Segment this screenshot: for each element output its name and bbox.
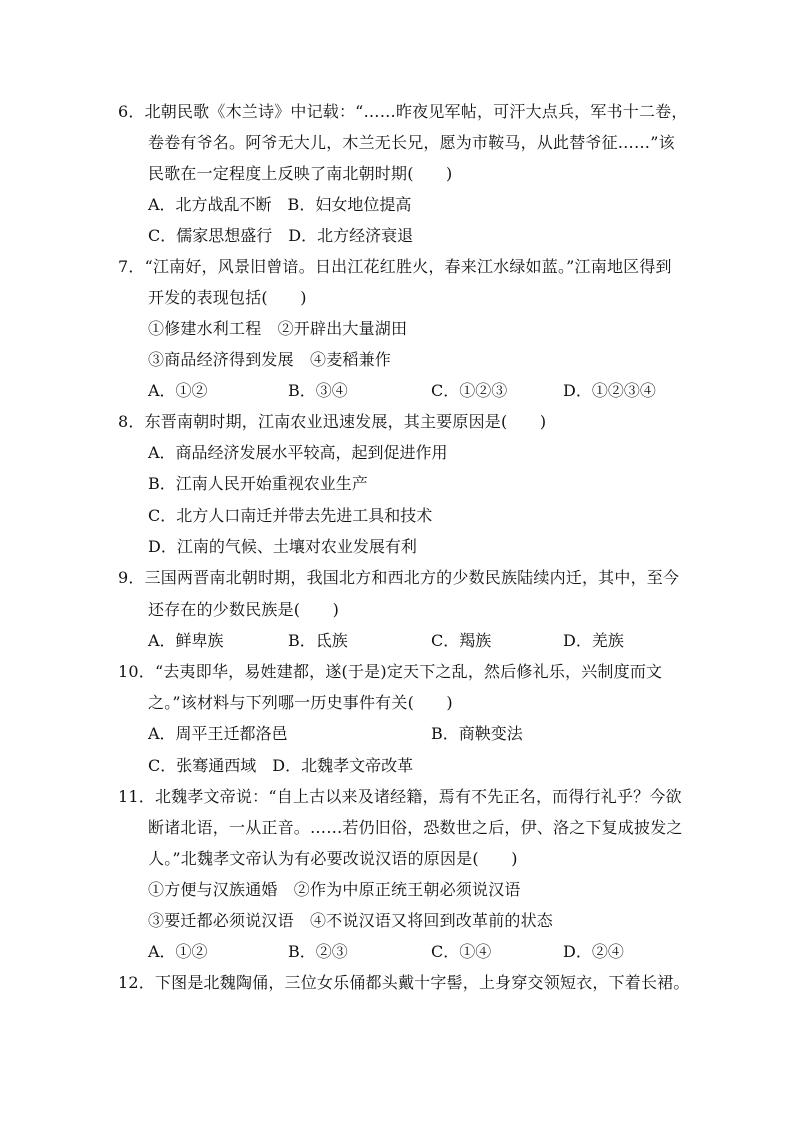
question-text-line: 卷卷有爷名。阿爷无大儿，木兰无长兄，愿为市鞍马，从此替爷征……”该 xyxy=(148,133,675,152)
option-c: C．羯族 xyxy=(431,631,492,650)
option-b: B．②③ xyxy=(288,942,348,961)
question-text-line: 8．东晋南朝时期，江南农业迅速发展，其主要原因是( ) xyxy=(118,412,547,431)
option-b: B．商鞅变法 xyxy=(431,724,523,743)
option-c: C．①②③ xyxy=(431,381,508,400)
statement-line: ③要迁都必须说汉语 ④不说汉语又将回到改革前的状态 xyxy=(148,911,554,930)
option-a: A．①② xyxy=(148,381,208,400)
question-text-line: 人。”北魏孝文帝认为有必要改说汉语的原因是( ) xyxy=(148,849,518,868)
question-text-line: 12．下图是北魏陶俑，三位女乐俑都头戴十字髻，上身穿交领短衣，下着长裙。 xyxy=(118,973,690,992)
question-text-line: 断诸北语，一从正音。……若仍旧俗，恐数世之后，伊、洛之下复成披发之 xyxy=(148,818,683,837)
question-text-line: 7．“江南好，风景旧曾谙。日出江花红胜火，春来江水绿如蓝。”江南地区得到 xyxy=(118,257,672,276)
option-d: D．江南的气候、土壤对农业发展有利 xyxy=(148,537,417,556)
option-a: A．商品经济发展水平较高，起到促进作用 xyxy=(148,443,448,462)
option-a: A．周平王迁都洛邑 xyxy=(148,724,288,743)
statement-line: ③商品经济得到发展 ④麦稻兼作 xyxy=(148,350,392,369)
option-row: C．张骞通西域 D．北魏孝文帝改革 xyxy=(148,756,414,775)
option-b: B．氐族 xyxy=(288,631,348,650)
option-d: D．①②③④ xyxy=(563,381,656,400)
question-text-line: 还存在的少数民族是( ) xyxy=(148,600,340,619)
question-text-line: 开发的表现包括( ) xyxy=(148,288,307,307)
option-b: B．③④ xyxy=(288,381,348,400)
statement-line: ①方便与汉族通婚 ②作为中原正统王朝必须说汉语 xyxy=(148,880,521,899)
option-row: C．儒家思想盛行 D．北方经济衰退 xyxy=(148,226,414,245)
question-text-line: 民歌在一定程度上反映了南北朝时期( ) xyxy=(148,164,453,183)
question-text-line: 10．“去夷即华，易姓建都，遂(于是)定天下之乱，然后修礼乐，兴制度而文 xyxy=(118,662,663,681)
option-b: B．江南人民开始重视农业生产 xyxy=(148,474,368,493)
question-text-line: 之。”该材料与下列哪一历史事件有关( ) xyxy=(148,693,453,712)
option-row: A．北方战乱不断 B．妇女地位提高 xyxy=(148,195,412,214)
question-text-line: 9．三国两晋南北朝时期，我国北方和西北方的少数民族陆续内迁，其中，至今 xyxy=(118,568,680,587)
option-c: C．①④ xyxy=(431,942,492,961)
option-c: C．北方人口南迁并带去先进工具和技术 xyxy=(148,506,433,525)
question-text-line: 11．北魏孝文帝说：“自上古以来及诸经籍，焉有不先正名，而得行礼乎？今欲 xyxy=(118,787,682,806)
question-text-line: 6．北朝民歌《木兰诗》中记载：“……昨夜见军帖，可汗大点兵，军书十二卷， xyxy=(118,102,688,121)
option-d: D．羌族 xyxy=(563,631,624,650)
option-d: D．②④ xyxy=(563,942,624,961)
statement-line: ①修建水利工程 ②开辟出大量湖田 xyxy=(148,319,408,338)
option-a: A．鲜卑族 xyxy=(148,631,224,650)
option-a: A．①② xyxy=(148,942,208,961)
